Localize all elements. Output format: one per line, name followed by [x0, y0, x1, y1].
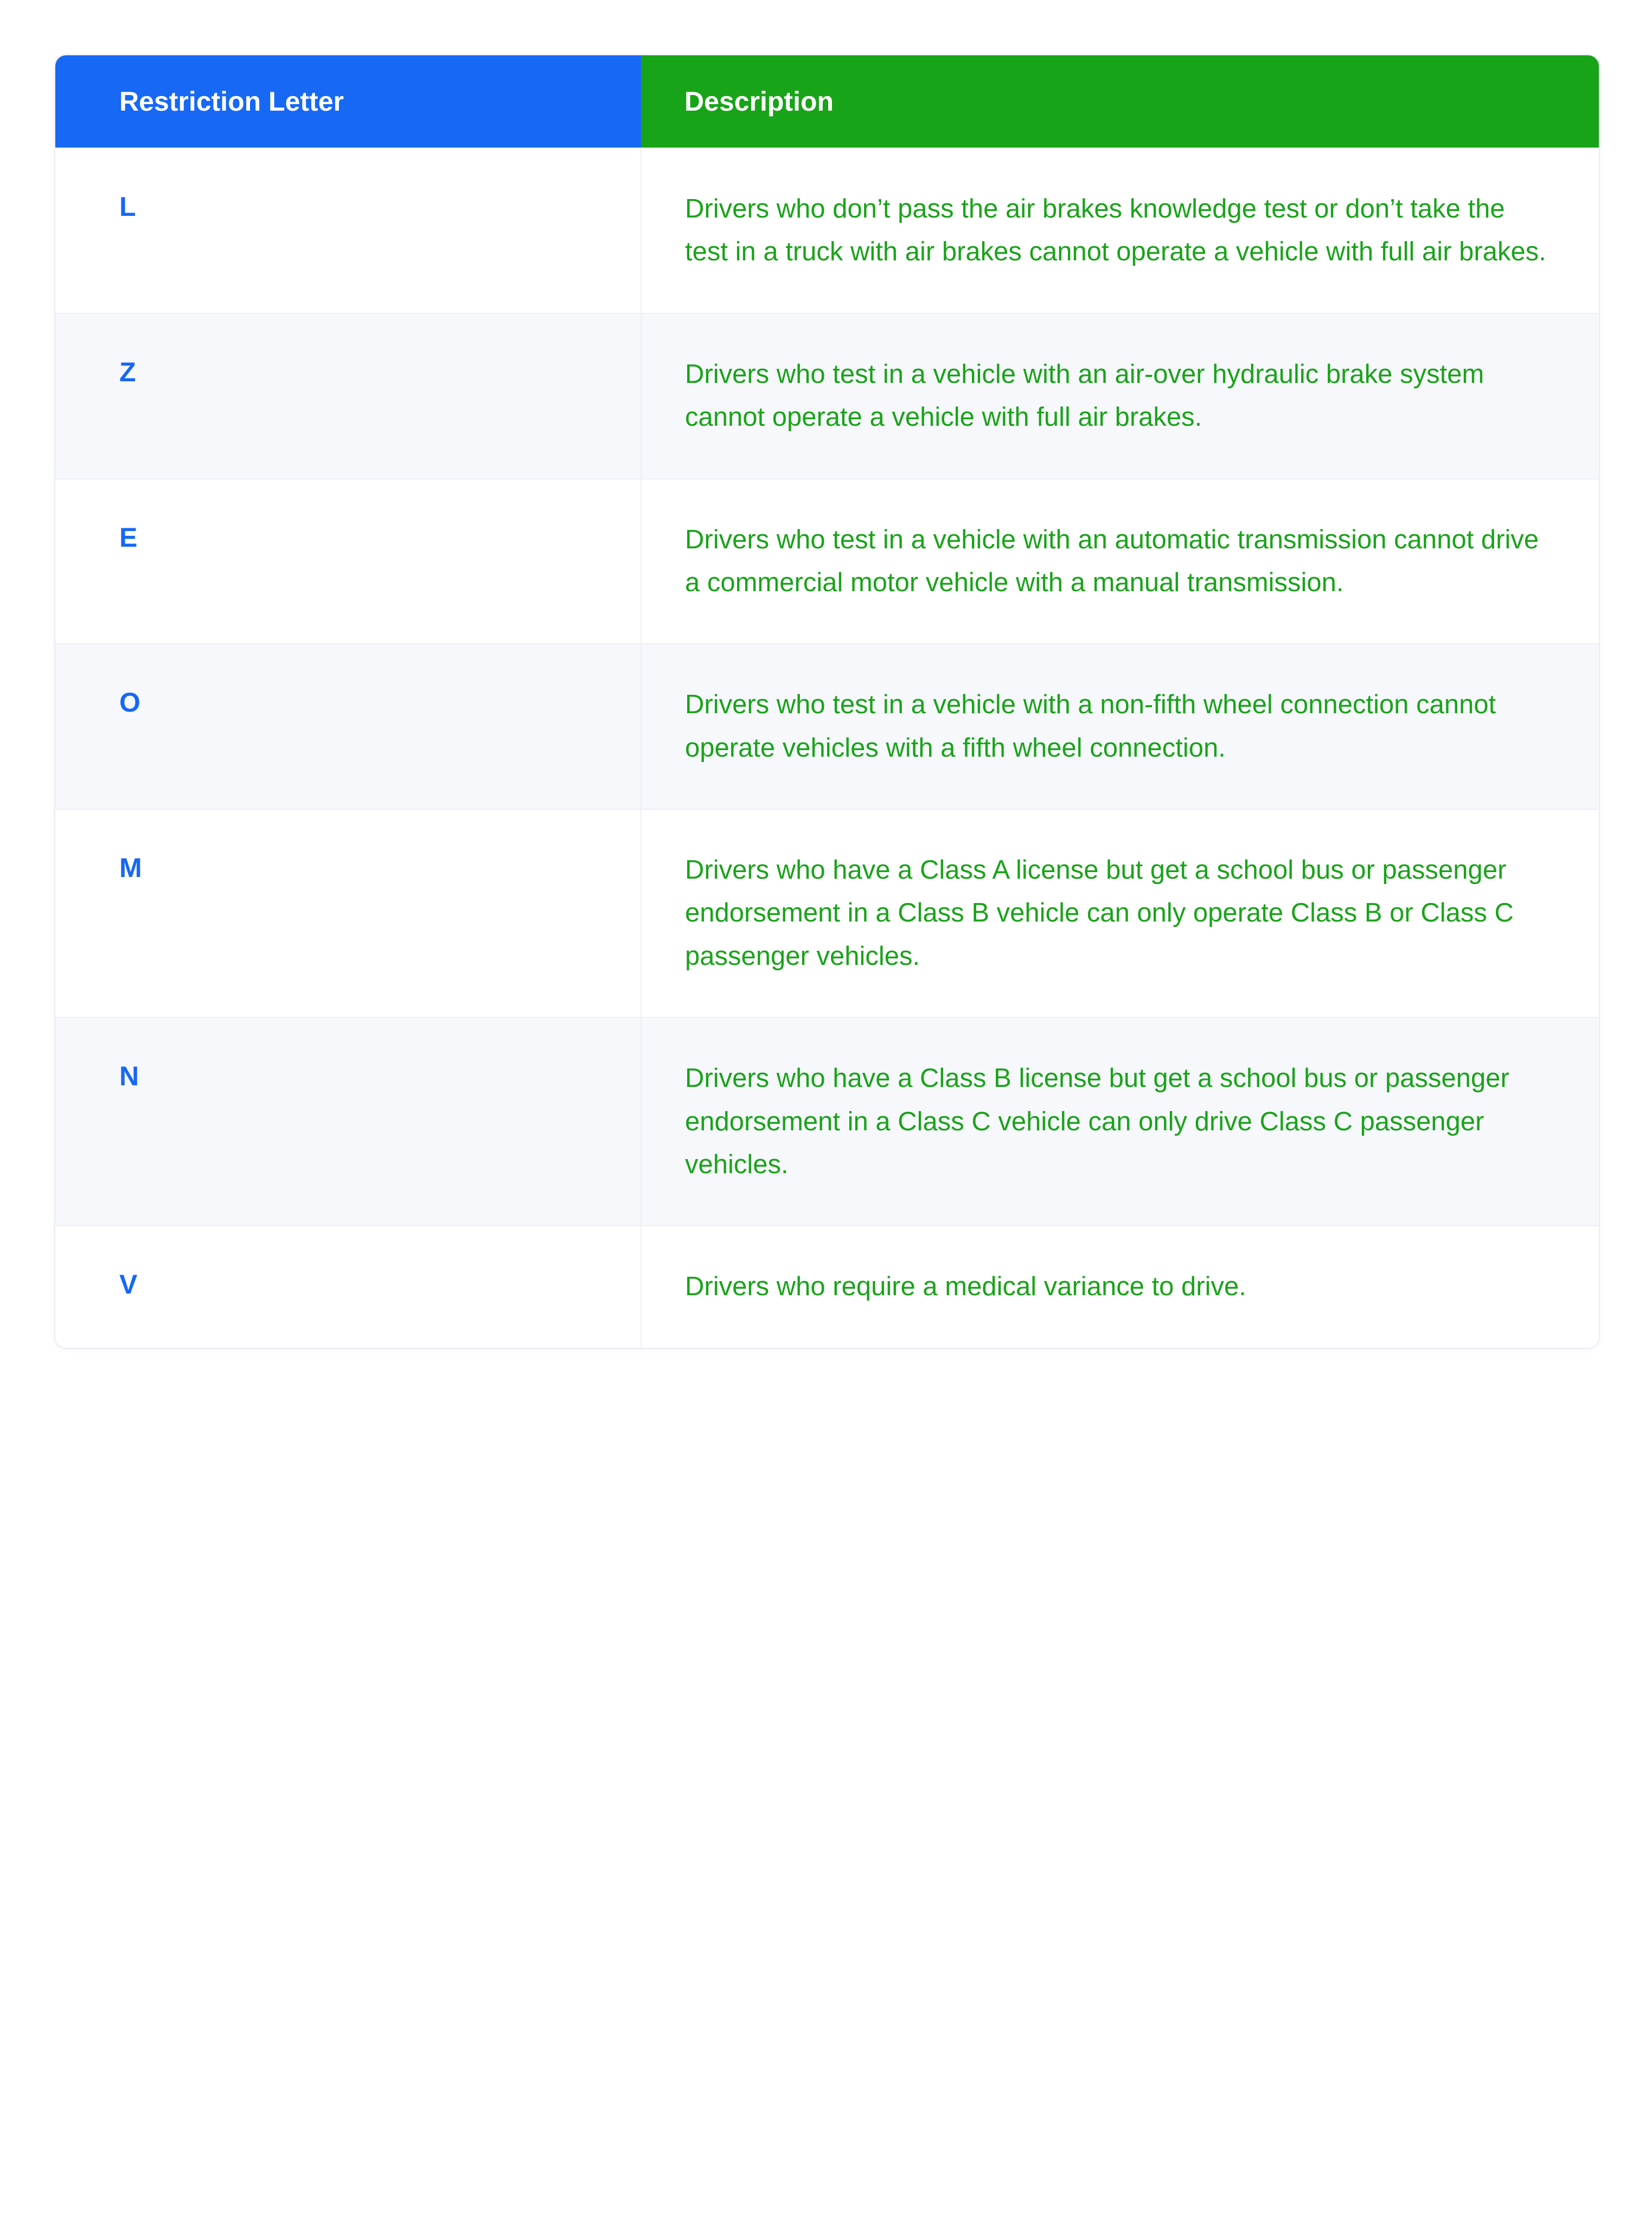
cell-description: Drivers who test in a vehicle with an automatic transmission cannot drive a commercial motor vehicle with a manual transmission. — [641, 479, 1599, 644]
table-row — [55, 644, 1599, 809]
table-header — [55, 55, 1599, 148]
table-row — [55, 313, 1599, 479]
cell-restriction-letter: Z — [55, 313, 641, 479]
cell-description: Drivers who require a medical variance to drive. — [641, 1226, 1599, 1347]
column-header-restriction-letter: Restriction Letter — [55, 55, 641, 148]
cell-restriction-letter: M — [55, 809, 641, 1018]
cell-description: Drivers who have a Class B license but get a school bus or passenger endorsement in a Class C vehicle can only drive Class C passenger vehicles. — [641, 1018, 1599, 1226]
cell-description: Drivers who have a Class A license but get a school bus or passenger endorsement in a Class B vehicle can only operate Class B or Class C passenger vehicles. — [641, 809, 1599, 1018]
cell-restriction-letter: L — [55, 148, 641, 313]
cell-description: Drivers who test in a vehicle with an air-over hydraulic brake system cannot operate a vehicle with full air brakes. — [641, 313, 1599, 479]
table-row — [55, 1226, 1599, 1347]
cell-description: Drivers who test in a vehicle with a non-fifth wheel connection cannot operate vehicles with a fifth wheel connection. — [641, 644, 1599, 809]
column-header-description: Description — [641, 55, 1599, 148]
table-header-row — [55, 55, 1599, 148]
table-row — [55, 148, 1599, 313]
table-row — [55, 809, 1599, 1018]
table-row — [55, 1018, 1599, 1226]
cell-restriction-letter: N — [55, 1018, 641, 1226]
table-body — [55, 148, 1599, 1348]
cell-restriction-letter: E — [55, 479, 641, 644]
table-row — [55, 479, 1599, 644]
restrictions-table — [55, 55, 1599, 1348]
cell-description: Drivers who don’t pass the air brakes knowledge test or don’t take the test in a truck with air brakes cannot operate a vehicle with full air brakes. — [641, 148, 1599, 313]
cell-restriction-letter: V — [55, 1226, 641, 1347]
cell-restriction-letter: O — [55, 644, 641, 809]
restrictions-table-container — [54, 54, 1600, 1349]
